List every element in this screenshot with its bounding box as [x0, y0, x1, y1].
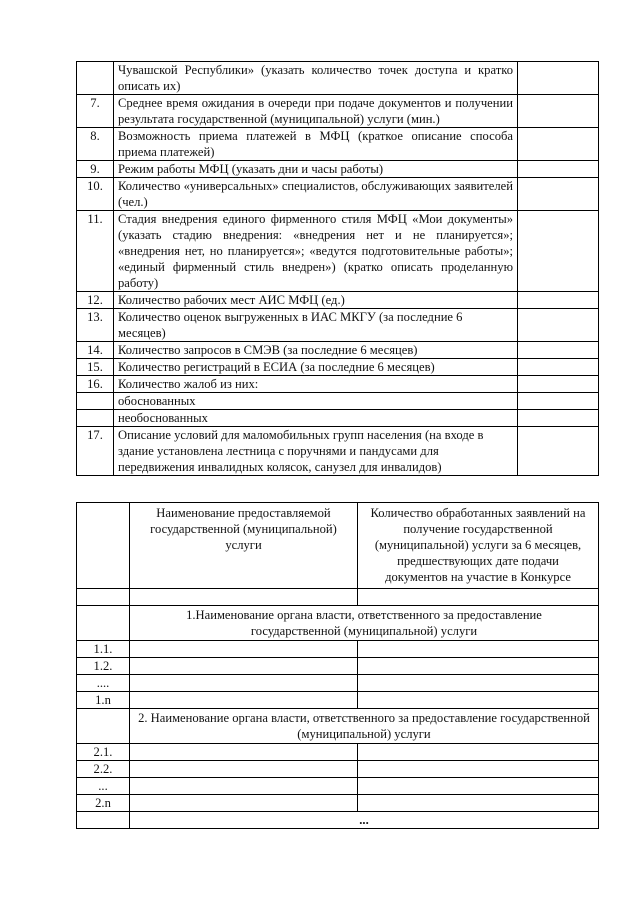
row-number: 9. — [77, 161, 114, 178]
row-number: 17. — [77, 427, 114, 476]
service-name-cell — [130, 658, 358, 675]
table-row — [77, 393, 599, 410]
row-value-cell — [518, 393, 599, 410]
row-description: Чувашской Республики» (указать количество точек доступа и кратко описать их) — [114, 62, 518, 95]
row-value-cell — [518, 95, 599, 128]
row-number: 8. — [77, 128, 114, 161]
applications-count-cell — [358, 658, 599, 675]
table-row — [77, 376, 599, 393]
row-value-cell — [518, 211, 599, 292]
service-name-cell — [130, 795, 358, 812]
row-number: 1.1. — [77, 641, 130, 658]
header-service-name: Наименование предоставляемой государственной (муниципальной) услуги — [130, 503, 358, 589]
section-title-row — [77, 709, 599, 744]
row-number: 7. — [77, 95, 114, 128]
row-value-cell — [518, 62, 599, 95]
empty-cell — [130, 589, 358, 606]
section-title-row — [77, 606, 599, 641]
applications-count-cell — [358, 795, 599, 812]
row-number: 1.2. — [77, 658, 130, 675]
applications-count-cell — [358, 778, 599, 795]
empty-cell — [77, 709, 130, 744]
row-value-cell — [518, 178, 599, 211]
table-row — [77, 589, 599, 606]
row-description: Количество рабочих мест АИС МФЦ (ед.) — [114, 292, 518, 309]
table-row — [77, 62, 599, 95]
row-description: Описание условий для маломобильных групп населения (на входе в здание установлена лестница с поручнями и пандусами для передвижения инвалидных колясок, санузел для инвалидов) — [114, 427, 518, 476]
row-number: 12. — [77, 292, 114, 309]
applications-count-cell — [358, 761, 599, 778]
table-row — [77, 95, 599, 128]
header-number-cell — [77, 503, 130, 589]
service-name-cell — [130, 675, 358, 692]
table-row — [77, 342, 599, 359]
row-description: Стадия внедрения единого фирменного стиля МФЦ «Мои документы» (указать стадию внедрения: «внедрения нет и не планируется»; «внедрения нет, но планируется»; «ведутся подготовительные работы»; «единый фирменный стиль внедрен») (кратко описать проделанную работу) — [114, 211, 518, 292]
section-1-title: 1.Наименование органа власти, ответственного за предоставление государственной (муниципальной) услуги — [130, 606, 599, 641]
table-row — [77, 692, 599, 709]
row-number: 10. — [77, 178, 114, 211]
table-row — [77, 211, 599, 292]
row-description: Возможность приема платежей в МФЦ (краткое описание способа приема платежей) — [114, 128, 518, 161]
table-row — [77, 427, 599, 476]
applications-count-cell — [358, 675, 599, 692]
row-number: 1.n — [77, 692, 130, 709]
row-number: 14. — [77, 342, 114, 359]
empty-cell — [77, 606, 130, 641]
table-row — [77, 161, 599, 178]
row-number: .... — [77, 675, 130, 692]
service-name-cell — [130, 692, 358, 709]
row-number — [77, 393, 114, 410]
table-row — [77, 641, 599, 658]
table-header-row — [77, 503, 599, 589]
table-row — [77, 292, 599, 309]
table-row — [77, 309, 599, 342]
header-applications-count: Количество обработанных заявлений на получение государственной (муниципальной) услуги за 6 месяцев, предшествующих дате подачи документов на участие в Конкурсе — [358, 503, 599, 589]
row-description: Количество оценок выгруженных в ИАС МКГУ (за последние 6 месяцев) — [114, 309, 518, 342]
row-number: 2.n — [77, 795, 130, 812]
row-number: 13. — [77, 309, 114, 342]
row-value-cell — [518, 309, 599, 342]
row-value-cell — [518, 292, 599, 309]
row-description: Количество регистраций в ЕСИА (за последние 6 месяцев) — [114, 359, 518, 376]
services-table — [76, 502, 599, 829]
continuation-ellipsis: ... — [130, 812, 599, 829]
table-row — [77, 795, 599, 812]
mfc-info-table — [76, 61, 599, 476]
row-number: 2.2. — [77, 761, 130, 778]
table-row — [77, 658, 599, 675]
row-value-cell — [518, 376, 599, 393]
applications-count-cell — [358, 744, 599, 761]
row-value-cell — [518, 342, 599, 359]
table-row — [77, 812, 599, 829]
service-name-cell — [130, 641, 358, 658]
row-description: Количество запросов в СМЭВ (за последние 6 месяцев) — [114, 342, 518, 359]
row-value-cell — [518, 427, 599, 476]
applications-count-cell — [358, 641, 599, 658]
row-number: 16. — [77, 376, 114, 393]
row-value-cell — [518, 410, 599, 427]
row-description: Количество «универсальных» специалистов, обслуживающих заявителей (чел.) — [114, 178, 518, 211]
row-description: Режим работы МФЦ (указать дни и часы работы) — [114, 161, 518, 178]
table-row — [77, 744, 599, 761]
section-2-title: 2. Наименование органа власти, ответственного за предоставление государственной (муниципальной) услуги — [130, 709, 599, 744]
row-number: ... — [77, 778, 130, 795]
table-row — [77, 178, 599, 211]
row-number: 2.1. — [77, 744, 130, 761]
table-row — [77, 675, 599, 692]
row-description: обоснованных — [114, 393, 518, 410]
row-number — [77, 62, 114, 95]
row-description: необоснованных — [114, 410, 518, 427]
row-value-cell — [518, 359, 599, 376]
row-description: Среднее время ожидания в очереди при подаче документов и получении результата государственной (муниципальной) услуги (мин.) — [114, 95, 518, 128]
row-value-cell — [518, 161, 599, 178]
table-row — [77, 778, 599, 795]
empty-cell — [77, 812, 130, 829]
row-number: 11. — [77, 211, 114, 292]
service-name-cell — [130, 778, 358, 795]
table-row — [77, 359, 599, 376]
empty-cell — [358, 589, 599, 606]
table-row — [77, 410, 599, 427]
table-row — [77, 128, 599, 161]
row-value-cell — [518, 128, 599, 161]
service-name-cell — [130, 744, 358, 761]
row-description: Количество жалоб из них: — [114, 376, 518, 393]
empty-cell — [77, 589, 130, 606]
row-number: 15. — [77, 359, 114, 376]
service-name-cell — [130, 761, 358, 778]
table-row — [77, 761, 599, 778]
applications-count-cell — [358, 692, 599, 709]
row-number — [77, 410, 114, 427]
